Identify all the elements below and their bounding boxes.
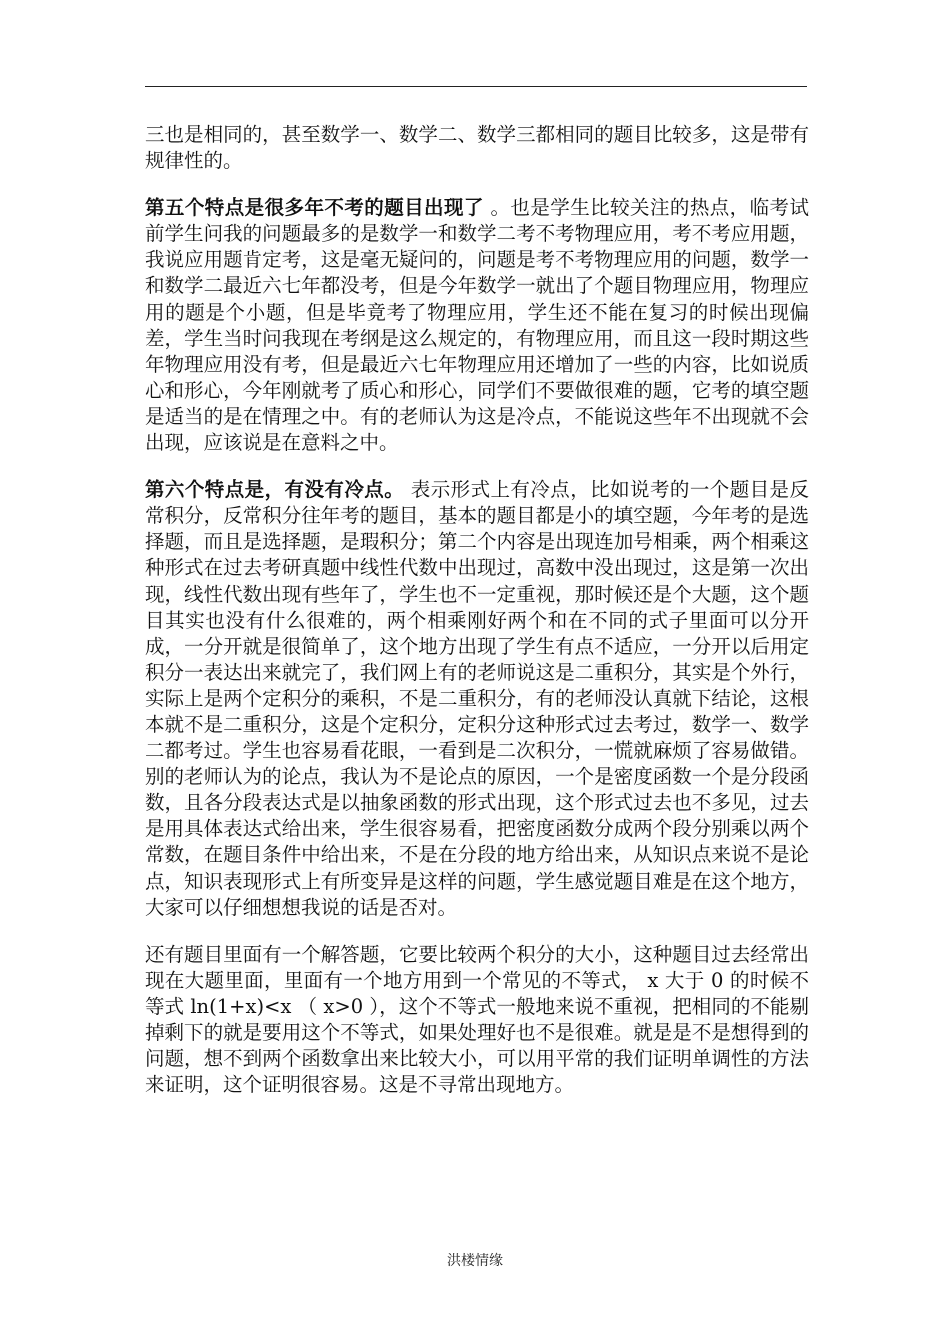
paragraph-3-lead: 第六个特点是，有没有冷点。 [145,478,405,502]
page-footer: 洪楼情缘 [447,1253,503,1269]
paragraph-1-text: 三也是相同的，甚至数学一、数学二、数学三都相同的题目比较多，这是带有规律性的。 [145,123,809,173]
paragraph-4 [145,942,809,1099]
paragraph-4-text: 还有题目里面有一个解答题，它要比较两个积分的大小，这种题目过去经常出现在大题里面，里面有一个地方用到一个常见的不等式， x 大于 0 的时候不等式 ln(1+x)<x （ x>0 ），这个不等式一般地来说不重视，把相同的不能剔掉剩下的就是要用这个不等式，如果处理好也不是很难。就是是不是想得到的问题，想不到两个函数拿出来比较大小，可以用平常的我们证明单调性的方法来证明，这个证明很容易。这是不寻常出现地方。 [145,942,809,1097]
paragraph-3-text: 表示形式上有冷点，比如说考的一个题目是反常积分，反常积分往年考的题目，基本的题目都是小的填空题，今年考的是选择题，而且是选择题，是瑕积分；第二个内容是出现连加号相乘，两个相乘这种形式在过去考研真题中线性代数中出现过，高数中没出现过，这是第一次出现，线性代数出现有些年了，学生也不一定重视，那时候还是个大题，这个题目其实也没有什么很难的，两个相乘刚好两个和在不同的式子里面可以分开成，一分开就是很简单了，这个地方出现了学生有点不适应，一分开以后用定积分一表达出来就完了，我们网上有的老师说这是二重积分，其实是个外行，实际上是两个定积分的乘积，不是二重积分，有的老师没认真就下结论，这根本就不是二重积分，这是个定积分，定积分这种形式过去考过，数学一、数学二都考过。学生也容易看花眼，一看到是二次积分，一慌就麻烦了容易做错。别的老师认为的论点，我认为不是论点的原因，一个是密度函数一个是分段函数，且各分段表达式是以抽象函数的形式出现，这个形式过去也不多见，过去是用具体表达式给出来，学生很容易看，把密度函数分成两个段分别乘以两个常数，在题目条件中给出来，不是在分段的地方给出来，从知识点来说不是论点，知识表现形式上有所变异是这样的问题，学生感觉题目难是在这个地方，大家可以仔细想想我说的话是否对。 [145,478,809,919]
header-rule [145,86,807,87]
paragraph-2-text: 。也是学生比较关注的热点，临考试前学生问我的问题最多的是数学一和数学二考不考物理应用，考不考应用题，我说应用题肯定考，这是毫无疑问的，问题是考不考物理应用的问题，数学一和数学二最近六七年都没考，但是今年数学一就出了个题目物理应用，物理应用的题是个小题，但是毕竟考了物理应用，学生还不能在复习的时候出现偏差，学生当时问我现在考纲是这么规定的，有物理应用，而且这一段时期这些年物理应用没有考，但是最近六七年物理应用还增加了一些的内容，比如说质心和形心，今年刚就考了质心和形心，同学们不要做很难的题，它考的填空题是适当的是在情理之中。有的老师认为这是冷点，不能说这些年不出现就不会出现，应该说是在意料之中。 [145,196,809,455]
paragraph-1 [145,122,809,174]
paragraph-3 [145,477,809,921]
document-body [145,122,809,1119]
paragraph-2-lead: 第五个特点是很多年不考的题目出现了 [145,196,484,220]
paragraph-2 [145,195,809,456]
